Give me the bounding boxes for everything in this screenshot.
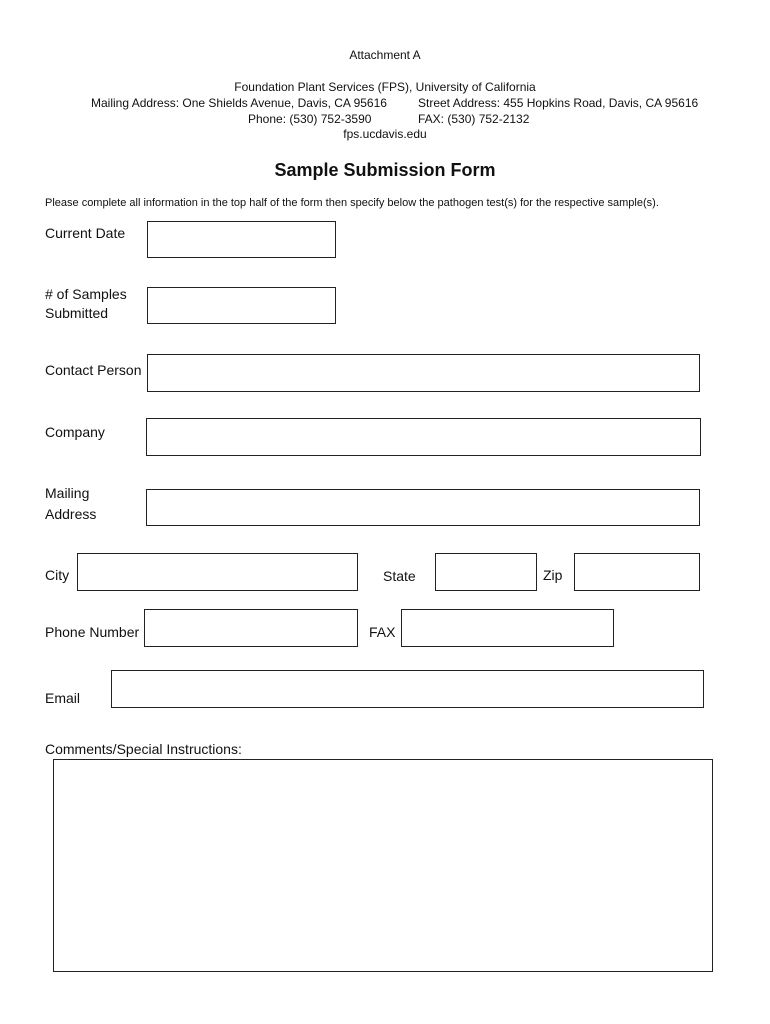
mailing-address-label-line1: Mailing	[45, 485, 90, 501]
attachment-label: Attachment A	[349, 48, 421, 62]
form-instructions: Please complete all information in the top half of the form then specify below the pathogen test(s) for the respective sample(s).	[45, 197, 659, 209]
state-label: State	[383, 568, 416, 584]
city-input[interactable]	[77, 553, 358, 591]
company-input[interactable]	[146, 418, 701, 456]
email-label: Email	[45, 690, 81, 706]
mailing-address-text: Mailing Address: One Shields Avenue, Davis, CA 95616	[91, 96, 387, 110]
fax-text: FAX: (530) 752-2132	[418, 112, 530, 126]
current-date-input[interactable]	[147, 221, 336, 258]
phone-number-input[interactable]	[144, 609, 358, 647]
company-label: Company	[45, 424, 105, 440]
organization-name: Foundation Plant Services (FPS), University of California	[234, 80, 536, 94]
contact-person-label: Contact Person	[45, 362, 142, 378]
fax-label: FAX	[369, 624, 396, 640]
state-input[interactable]	[435, 553, 537, 591]
comments-label: Comments/Special Instructions:	[45, 741, 242, 757]
samples-label-line1: # of Samples	[45, 286, 127, 302]
form-title: Sample Submission Form	[274, 160, 496, 180]
fax-input[interactable]	[401, 609, 614, 647]
samples-submitted-input[interactable]	[147, 287, 336, 324]
mailing-address-label-line2: Address	[45, 506, 97, 522]
email-input[interactable]	[111, 670, 704, 708]
mailing-address-input[interactable]	[146, 489, 700, 526]
zip-input[interactable]	[574, 553, 700, 591]
comments-textarea[interactable]	[53, 759, 713, 972]
street-address-text: Street Address: 455 Hopkins Road, Davis, CA 95616	[418, 96, 699, 110]
zip-label: Zip	[543, 567, 563, 583]
contact-person-input[interactable]	[147, 354, 700, 392]
city-label: City	[45, 567, 70, 583]
current-date-label: Current Date	[45, 225, 126, 241]
phone-text: Phone: (530) 752-3590	[248, 112, 372, 126]
samples-label-line2: Submitted	[45, 305, 109, 321]
phone-number-label: Phone Number	[45, 624, 140, 640]
website-text: fps.ucdavis.edu	[343, 127, 427, 141]
